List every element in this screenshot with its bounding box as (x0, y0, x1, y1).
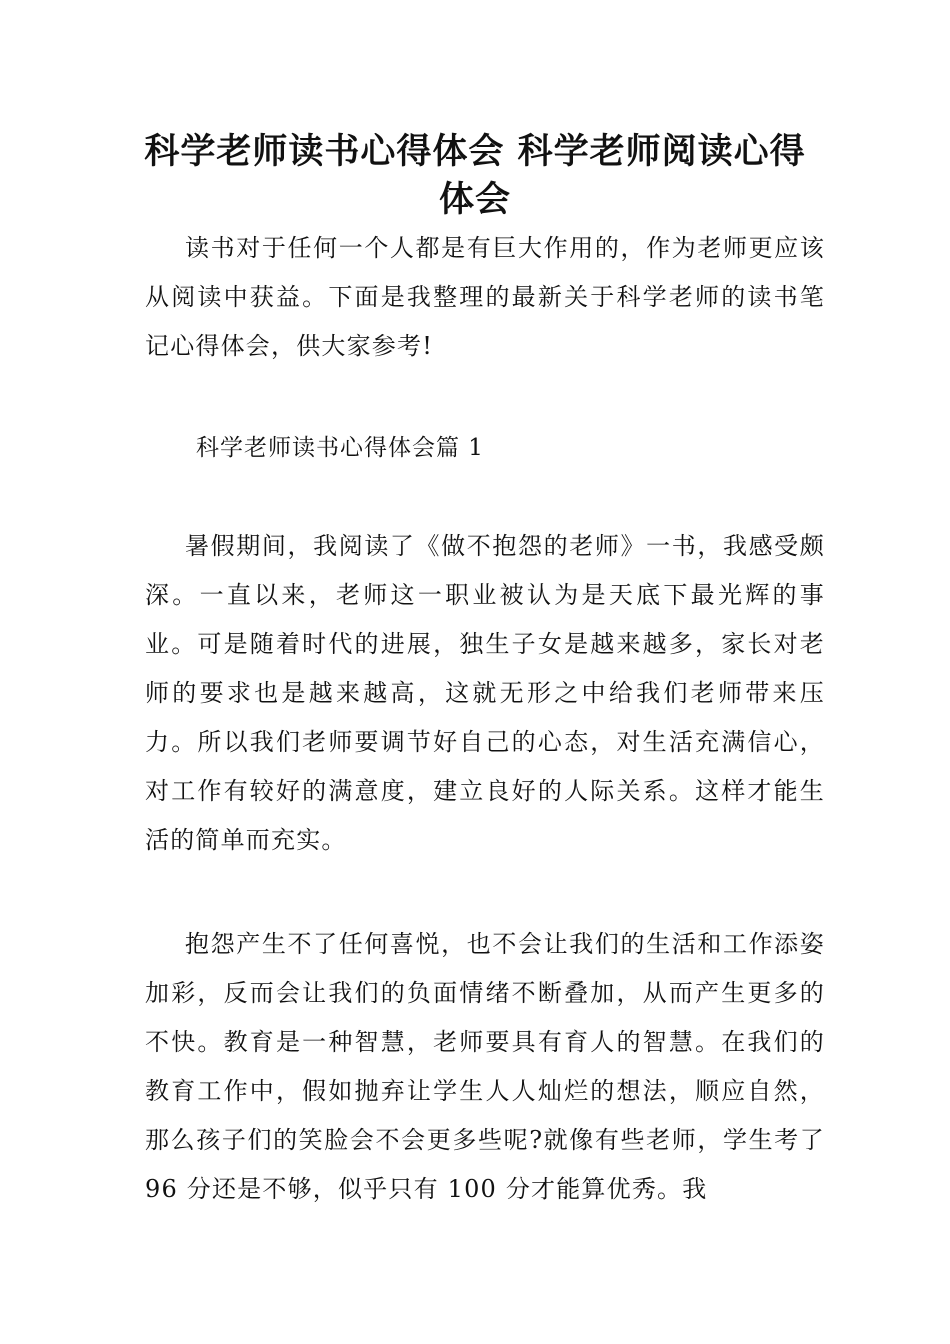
title-line-2: 体会 (438, 180, 511, 220)
body-paragraph-2: 抱怨产生不了任何喜悦，也不会让我们的生活和工作添姿加彩，反而会让我们的负面情绪不断叠加，从而产生更多的不快。教育是一种智慧，老师要具有育人的智慧。在我们的教育工作中，假如抛弃让学生人人灿烂的想法，顺应自然，那么孩子们的笑脸会不会更多些呢?就像有些老师，学生考了 96 分还是不够，似乎只有 100 分才能算优秀。我 (145, 930, 825, 1203)
title-line-1: 科学老师读书心得体会 科学老师阅读心得 (144, 132, 806, 172)
page-title (100, 128, 850, 224)
body-paragraph-1: 暑假期间，我阅读了《做不抱怨的老师》一书，我感受颇深。一直以来，老师这一职业被认为是天底下最光辉的事业。可是随着时代的进展，独生子女是越来越多，家长对老师的要求也是越来越高，这就无形之中给我们老师带来压力。所以我们老师要调节好自己的心态，对生活充满信心，对工作有较好的满意度，建立良好的人际关系。这样才能生活的简单而充实。 (145, 532, 825, 854)
intro-paragraph: 读书对于任何一个人都是有巨大作用的，作为老师更应该从阅读中获益。下面是我整理的最新关于科学老师的读书笔记心得体会，供大家参考! (145, 234, 825, 360)
section-heading: 科学老师读书心得体会篇 1 (196, 435, 484, 461)
